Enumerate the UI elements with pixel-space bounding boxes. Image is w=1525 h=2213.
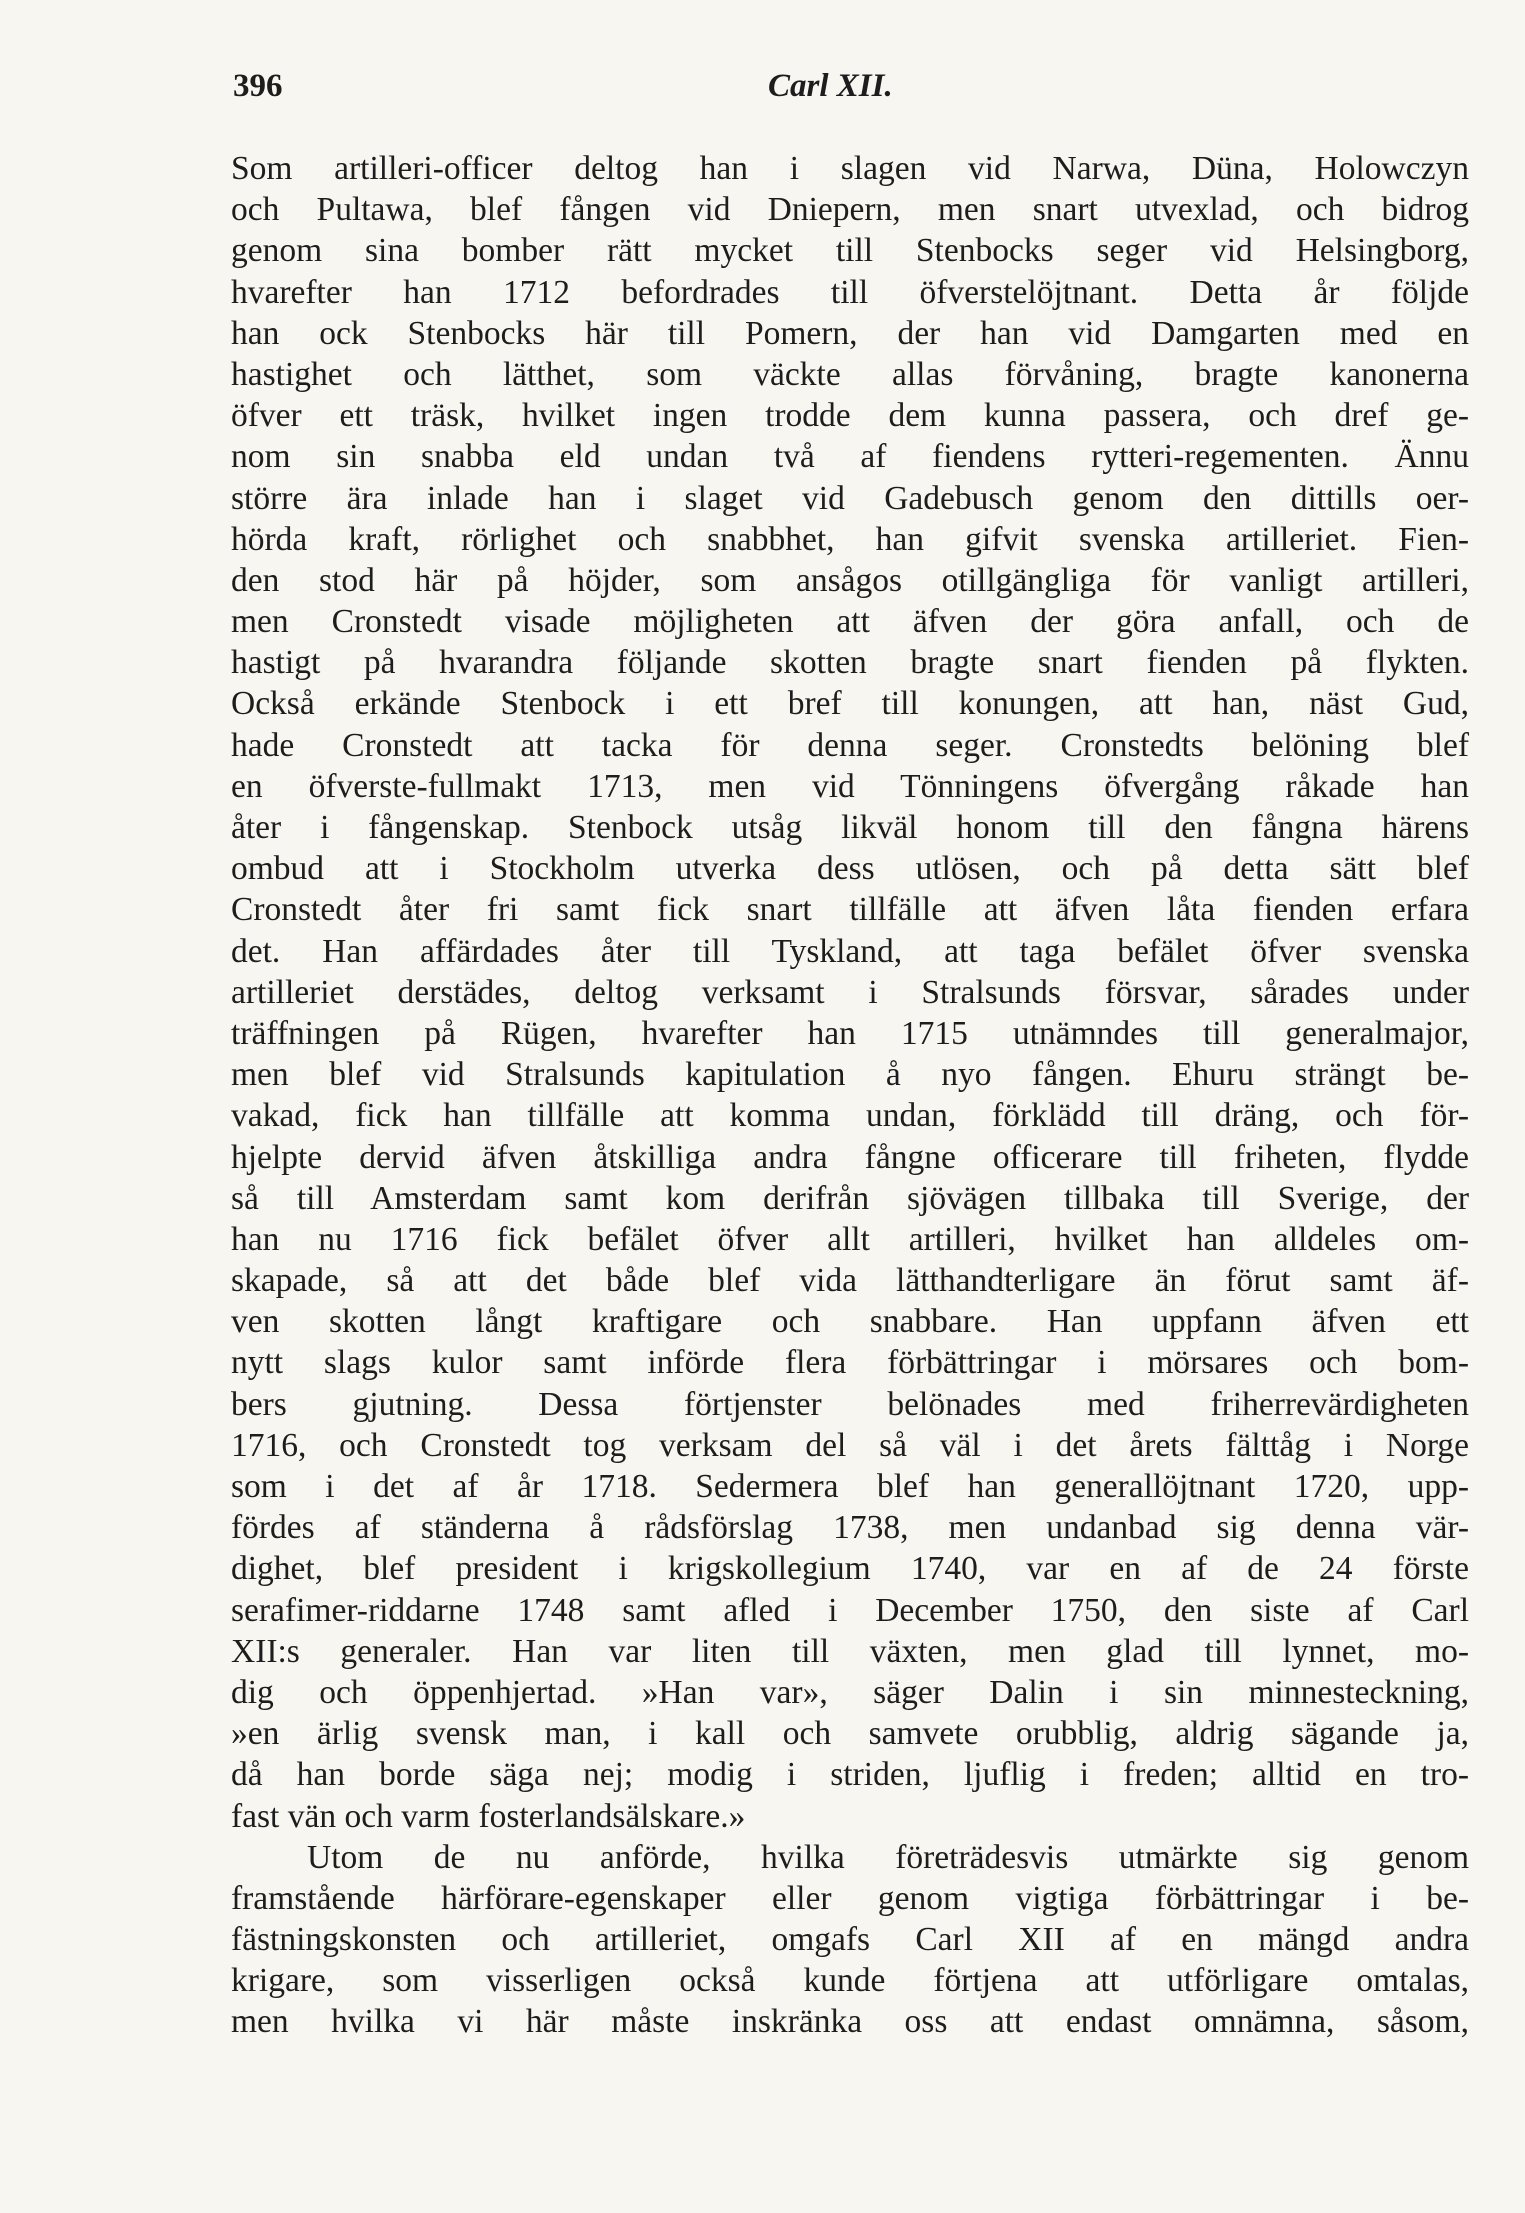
text-line: större ära inlade han i slaget vid Gadebusch genom den dittills oer-	[231, 479, 1469, 517]
text-line: krigare, som visserligen också kunde förtjena att utförligare omtalas,	[231, 1962, 1469, 2000]
text-line: den stod här på höjder, som ansågos otillgängliga för vanligt artilleri,	[231, 561, 1469, 599]
text-line: hvarefter han 1712 befordrades till öfverstelöjtnant. Detta år följde	[231, 273, 1469, 311]
page-header	[233, 68, 1463, 124]
text-line: hörda kraft, rörlighet och snabbhet, han gifvit svenska artilleriet. Fien-	[231, 520, 1469, 558]
text-line: XII:s generaler. Han var liten till växten, men glad till lynnet, mo-	[231, 1632, 1469, 1670]
text-line: men hvilka vi här måste inskränka oss att endast omnämna, såsom,	[231, 2003, 1469, 2041]
text-line: träffningen på Rügen, hvarefter han 1715 utnämndes till generalmajor,	[231, 1014, 1469, 1052]
text-line: fästningskonsten och artilleriet, omgafs Carl XII af en mängd andra	[231, 1921, 1469, 1959]
text-line: som i det af år 1718. Sedermera blef han generallöjtnant 1720, upp-	[231, 1468, 1469, 1505]
text-line: hastighet och lätthet, som väckte allas förvåning, bragte kanonerna	[231, 355, 1469, 393]
text-line: men Cronstedt visade möjligheten att äfven der göra anfall, och de	[231, 603, 1469, 641]
text-line: och Pultawa, blef fången vid Dniepern, men snart utvexlad, och bidrog	[231, 191, 1469, 229]
text-line: hjelpte dervid äfven åtskilliga andra fångne officerare till friheten, flydde	[231, 1138, 1469, 1176]
text-line: då han borde säga nej; modig i striden, ljuflig i freden; alltid en tro-	[231, 1756, 1469, 1794]
text-line: framstående härförare-egenskaper eller genom vigtiga förbättringar i be-	[231, 1879, 1469, 1917]
text-line: serafimer-riddarne 1748 samt afled i December 1750, den siste af Carl	[231, 1591, 1469, 1629]
text-line: fördes af ständerna å rådsförslag 1738, men undanbad sig denna vär-	[231, 1509, 1469, 1547]
text-line: genom sina bomber rätt mycket till Stenbocks seger vid Helsingborg,	[231, 232, 1469, 270]
running-head: Carl XII.	[768, 68, 893, 104]
text-line: 1716, och Cronstedt tog verksam del så väl i det årets fälttåg i Norge	[231, 1426, 1469, 1464]
text-line: skapade, så att det både blef vida lätthandterligare än förut samt äf-	[231, 1262, 1469, 1300]
text-line: bers gjutning. Dessa förtjenster belönades med friherrevärdigheten	[231, 1385, 1469, 1423]
text-line: en öfverste-fullmakt 1713, men vid Tönningens öfvergång råkade han	[231, 767, 1469, 805]
text-line: nytt slags kulor samt införde flera förbättringar i mörsares och bom-	[231, 1344, 1469, 1382]
text-line: ombud att i Stockholm utverka dess utlösen, och på detta sätt blef	[231, 850, 1469, 888]
page-number: 396	[233, 68, 283, 104]
text-line: Cronstedt åter fri samt fick snart tillfälle att äfven låta fienden erfara	[231, 891, 1469, 929]
text-line: öfver ett träsk, hvilket ingen trodde dem kunna passera, och dref ge-	[231, 397, 1469, 435]
text-line: artilleriet derstädes, deltog verksamt i Stralsunds försvar, sårades under	[231, 973, 1469, 1011]
text-line: dig och öppenhjertad. »Han var», säger Dalin i sin minnesteckning,	[231, 1673, 1469, 1711]
text-line: han ock Stenbocks här till Pomern, der han vid Damgarten med en	[231, 314, 1469, 352]
text-line: han nu 1716 fick befälet öfver allt artilleri, hvilket han alldeles om-	[231, 1220, 1469, 1258]
text-line: hastigt på hvarandra följande skotten bragte snart fienden på flykten.	[231, 644, 1469, 682]
text-line: Utom de nu anförde, hvilka företrädesvis utmärkte sig genom	[307, 1838, 1469, 1876]
text-line: det. Han affärdades åter till Tyskland, att taga befälet öfver svenska	[231, 932, 1469, 970]
body-text	[231, 148, 1469, 2043]
text-line: vakad, fick han tillfälle att komma undan, förklädd till dräng, och för-	[231, 1097, 1469, 1135]
text-line: fast vän och varm fosterlandsälskare.»	[231, 1797, 746, 1835]
text-line: Också erkände Stenbock i ett bref till konungen, att han, näst Gud,	[231, 685, 1469, 723]
text-line: hade Cronstedt att tacka för denna seger. Cronstedts belöning blef	[231, 726, 1469, 764]
text-line: Som artilleri-officer deltog han i slagen vid Narwa, Düna, Holowczyn	[231, 150, 1469, 187]
text-line: dighet, blef president i krigskollegium 1740, var en af de 24 förste	[231, 1550, 1469, 1588]
text-line: så till Amsterdam samt kom derifrån sjövägen tillbaka till Sverige, der	[231, 1179, 1469, 1217]
text-line: men blef vid Stralsunds kapitulation å nyo fången. Ehuru strängt be-	[231, 1056, 1469, 1094]
text-line: ven skotten långt kraftigare och snabbare. Han uppfann äfven ett	[231, 1303, 1469, 1341]
text-line: nom sin snabba eld undan två af fiendens rytteri-regementen. Ännu	[231, 438, 1469, 476]
text-line: åter i fångenskap. Stenbock utsåg likväl honom till den fångna härens	[231, 809, 1469, 846]
text-line: »en ärlig svensk man, i kall och samvete orubblig, aldrig sägande ja,	[231, 1715, 1469, 1753]
